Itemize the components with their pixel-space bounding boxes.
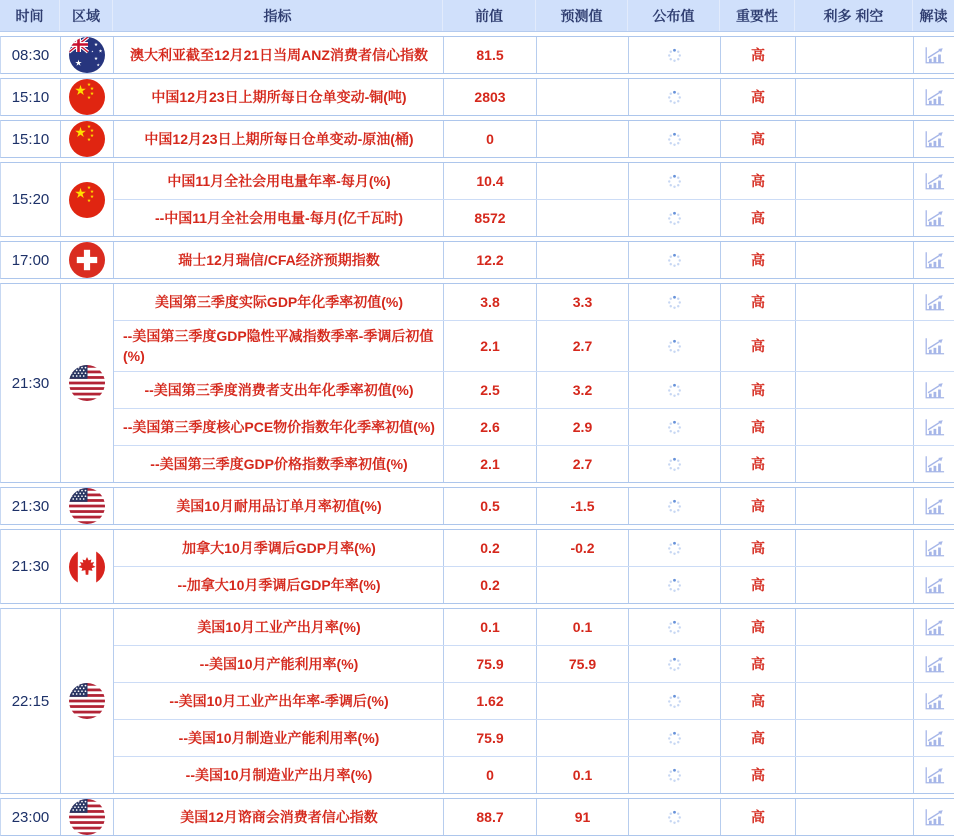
importance-badge: 高 bbox=[721, 720, 796, 756]
trend-chart-icon[interactable] bbox=[922, 86, 946, 108]
published-value-pending bbox=[629, 757, 721, 793]
flag-canada-icon bbox=[69, 549, 105, 585]
column-header-importance: 重要性 bbox=[720, 0, 795, 31]
bias-cell bbox=[796, 799, 914, 835]
region-flag-cell bbox=[61, 242, 114, 278]
event-row bbox=[114, 609, 954, 645]
previous-value: 12.2 bbox=[444, 242, 537, 278]
forecast-value: 75.9 bbox=[537, 646, 629, 682]
region-flag-cell bbox=[61, 163, 114, 236]
forecast-value bbox=[537, 720, 629, 756]
event-group bbox=[0, 608, 954, 794]
trend-chart-icon[interactable] bbox=[922, 764, 946, 786]
bias-cell bbox=[796, 409, 914, 445]
loading-spinner-icon bbox=[667, 174, 682, 189]
previous-value: 0 bbox=[444, 757, 537, 793]
event-time-cell bbox=[1, 37, 61, 73]
published-value-pending bbox=[629, 683, 721, 719]
event-group bbox=[0, 120, 954, 158]
column-header-interpret: 解读 bbox=[919, 7, 948, 24]
loading-spinner-icon bbox=[667, 810, 682, 825]
importance-badge: 高 bbox=[721, 242, 796, 278]
indicator-name[interactable]: --美国第三季度核心PCE物价指数年化季率初值(%) bbox=[114, 409, 444, 445]
published-value-pending bbox=[629, 372, 721, 408]
forecast-value: 0.1 bbox=[537, 757, 629, 793]
indicator-name[interactable]: --美国10月产能利用率(%) bbox=[114, 646, 444, 682]
loading-spinner-icon bbox=[667, 48, 682, 63]
forecast-value: 91 bbox=[537, 799, 629, 835]
previous-value: 0 bbox=[444, 121, 537, 157]
indicator-name[interactable]: --美国10月工业产出年率-季调后(%) bbox=[114, 683, 444, 719]
event-group bbox=[0, 78, 954, 116]
indicator-name[interactable]: 加拿大10月季调后GDP月率(%) bbox=[114, 530, 444, 566]
previous-value: 10.4 bbox=[444, 163, 537, 199]
event-rows bbox=[114, 488, 954, 524]
published-value-pending bbox=[629, 284, 721, 320]
bias-cell bbox=[796, 646, 914, 682]
loading-spinner-icon bbox=[667, 657, 682, 672]
event-time-cell bbox=[1, 242, 61, 278]
indicator-name[interactable]: 中国12月23日上期所每日仓单变动-铜(吨) bbox=[114, 79, 444, 115]
interpret-cell[interactable] bbox=[914, 372, 954, 408]
event-group bbox=[0, 162, 954, 237]
loading-spinner-icon bbox=[667, 383, 682, 398]
forecast-value: 2.7 bbox=[537, 321, 629, 371]
trend-chart-icon[interactable] bbox=[922, 727, 946, 749]
importance-badge: 高 bbox=[721, 446, 796, 482]
previous-value: 81.5 bbox=[444, 37, 537, 73]
loading-spinner-icon bbox=[667, 578, 682, 593]
published-value-pending bbox=[629, 646, 721, 682]
interpret-cell[interactable] bbox=[914, 121, 954, 157]
trend-chart-icon[interactable] bbox=[922, 128, 946, 150]
published-value-pending bbox=[629, 200, 721, 236]
indicator-name[interactable]: 澳大利亚截至12月21日当周ANZ消费者信心指数 bbox=[114, 37, 444, 73]
trend-chart-icon[interactable] bbox=[922, 574, 946, 596]
previous-value: 1.62 bbox=[444, 683, 537, 719]
bias-cell bbox=[796, 163, 914, 199]
importance-badge: 高 bbox=[721, 757, 796, 793]
previous-value: 88.7 bbox=[444, 799, 537, 835]
indicator-name[interactable]: --美国第三季度GDP隐性平减指数季率-季调后初值(%) bbox=[114, 321, 444, 371]
calendar-body bbox=[0, 36, 954, 836]
interpret-cell[interactable] bbox=[914, 488, 954, 524]
event-row bbox=[114, 799, 954, 835]
trend-chart-icon[interactable] bbox=[922, 690, 946, 712]
event-rows bbox=[114, 609, 954, 793]
indicator-name[interactable]: 美国12月谘商会消费者信心指数 bbox=[114, 799, 444, 835]
region-flag-cell bbox=[61, 799, 114, 835]
forecast-value bbox=[537, 567, 629, 603]
region-flag-cell bbox=[61, 609, 114, 793]
forecast-value bbox=[537, 163, 629, 199]
forecast-value bbox=[537, 242, 629, 278]
indicator-name[interactable]: --美国第三季度消费者支出年化季率初值(%) bbox=[114, 372, 444, 408]
flag-usa-icon bbox=[69, 488, 105, 524]
event-group bbox=[0, 36, 954, 74]
flag-china-icon bbox=[69, 121, 105, 157]
bias-cell bbox=[796, 121, 914, 157]
published-value-pending bbox=[629, 488, 721, 524]
importance-badge: 高 bbox=[721, 321, 796, 371]
interpret-cell[interactable] bbox=[914, 446, 954, 482]
interpret-cell[interactable] bbox=[914, 321, 954, 371]
previous-value: 75.9 bbox=[444, 646, 537, 682]
bias-cell bbox=[796, 321, 914, 371]
column-header-bias: 利多 利空 bbox=[795, 0, 913, 31]
flag-china-icon bbox=[69, 182, 105, 218]
event-row bbox=[114, 163, 954, 199]
flag-usa-icon bbox=[69, 365, 105, 401]
bias-cell bbox=[796, 242, 914, 278]
trend-chart-icon[interactable] bbox=[922, 416, 946, 438]
published-value-pending bbox=[629, 530, 721, 566]
event-rows bbox=[114, 242, 954, 278]
table-header bbox=[0, 0, 954, 32]
loading-spinner-icon bbox=[667, 541, 682, 556]
event-time: 17:00 bbox=[11, 251, 50, 269]
previous-value: 0.1 bbox=[444, 609, 537, 645]
event-time: 21:30 bbox=[11, 558, 50, 575]
importance-badge: 高 bbox=[721, 609, 796, 645]
forecast-value: 2.9 bbox=[537, 409, 629, 445]
bias-cell bbox=[796, 79, 914, 115]
bias-cell bbox=[796, 200, 914, 236]
previous-value: 3.8 bbox=[444, 284, 537, 320]
forecast-value bbox=[537, 121, 629, 157]
event-rows bbox=[114, 284, 954, 482]
flag-australia-icon bbox=[69, 37, 105, 73]
interpret-cell[interactable] bbox=[914, 79, 954, 115]
column-header-previous: 前值 bbox=[443, 0, 536, 31]
importance-badge: 高 bbox=[721, 37, 796, 73]
event-time-cell bbox=[1, 121, 61, 157]
interpret-cell[interactable] bbox=[914, 200, 954, 236]
trend-chart-icon[interactable] bbox=[922, 249, 946, 271]
indicator-name[interactable]: 瑞士12月瑞信/CFA经济预期指数 bbox=[114, 242, 444, 278]
importance-badge: 高 bbox=[721, 79, 796, 115]
bias-cell bbox=[796, 372, 914, 408]
event-row bbox=[114, 284, 954, 320]
previous-value: 0.2 bbox=[444, 530, 537, 566]
interpret-cell[interactable] bbox=[914, 409, 954, 445]
interpret-cell[interactable] bbox=[914, 530, 954, 566]
trend-chart-icon[interactable] bbox=[922, 44, 946, 66]
indicator-name[interactable]: --美国10月制造业产出月率(%) bbox=[114, 757, 444, 793]
previous-value: 0.2 bbox=[444, 567, 537, 603]
trend-chart-icon[interactable] bbox=[922, 170, 946, 192]
published-value-pending bbox=[629, 720, 721, 756]
previous-value: 2.6 bbox=[444, 409, 537, 445]
forecast-value bbox=[537, 37, 629, 73]
trend-chart-icon[interactable] bbox=[922, 207, 946, 229]
region-flag-cell bbox=[61, 488, 114, 524]
loading-spinner-icon bbox=[667, 620, 682, 635]
event-row bbox=[114, 408, 954, 445]
importance-badge: 高 bbox=[721, 121, 796, 157]
published-value-pending bbox=[629, 321, 721, 371]
bias-cell bbox=[796, 488, 914, 524]
event-time-cell bbox=[1, 530, 61, 603]
event-time-cell bbox=[1, 163, 61, 236]
forecast-value: 0.1 bbox=[537, 609, 629, 645]
previous-value: 2.1 bbox=[444, 321, 537, 371]
event-row bbox=[114, 320, 954, 371]
published-value-pending bbox=[629, 163, 721, 199]
event-time-cell bbox=[1, 609, 61, 793]
bias-cell bbox=[796, 37, 914, 73]
importance-badge: 高 bbox=[721, 530, 796, 566]
previous-value: 75.9 bbox=[444, 720, 537, 756]
event-rows bbox=[114, 163, 954, 236]
indicator-name[interactable]: 中国12月23日上期所每日仓单变动-原油(桶) bbox=[114, 121, 444, 157]
event-row bbox=[114, 566, 954, 603]
importance-badge: 高 bbox=[721, 284, 796, 320]
forecast-value: 2.7 bbox=[537, 446, 629, 482]
forecast-value bbox=[537, 79, 629, 115]
trend-chart-icon[interactable] bbox=[922, 653, 946, 675]
trend-chart-icon[interactable] bbox=[922, 379, 946, 401]
loading-spinner-icon bbox=[667, 768, 682, 783]
indicator-name[interactable]: --加拿大10月季调后GDP年率(%) bbox=[114, 567, 444, 603]
importance-badge: 高 bbox=[721, 799, 796, 835]
loading-spinner-icon bbox=[667, 499, 682, 514]
event-time-cell bbox=[1, 79, 61, 115]
interpret-cell[interactable] bbox=[914, 37, 954, 73]
importance-badge: 高 bbox=[721, 488, 796, 524]
loading-spinner-icon bbox=[667, 90, 682, 105]
interpret-cell[interactable] bbox=[914, 646, 954, 682]
importance-badge: 高 bbox=[721, 409, 796, 445]
forecast-value bbox=[537, 683, 629, 719]
bias-cell bbox=[796, 284, 914, 320]
event-time: 21:30 bbox=[11, 374, 50, 392]
event-group bbox=[0, 798, 954, 836]
event-time: 23:00 bbox=[11, 808, 50, 826]
loading-spinner-icon bbox=[667, 295, 682, 310]
event-rows bbox=[114, 121, 954, 157]
trend-chart-icon[interactable] bbox=[922, 537, 946, 559]
indicator-name[interactable]: --中国11月全社会用电量-每月(亿千瓦时) bbox=[114, 200, 444, 236]
published-value-pending bbox=[629, 567, 721, 603]
region-flag-cell bbox=[61, 121, 114, 157]
column-header-time: 时间 bbox=[0, 0, 60, 31]
interpret-cell[interactable] bbox=[914, 242, 954, 278]
event-row bbox=[114, 199, 954, 236]
forecast-value: -1.5 bbox=[537, 488, 629, 524]
event-row bbox=[114, 445, 954, 482]
event-row bbox=[114, 756, 954, 793]
event-row bbox=[114, 530, 954, 566]
loading-spinner-icon bbox=[667, 211, 682, 226]
published-value-pending bbox=[629, 79, 721, 115]
published-value-pending bbox=[629, 409, 721, 445]
forecast-value: 3.2 bbox=[537, 372, 629, 408]
event-rows bbox=[114, 799, 954, 835]
column-header-indicator: 指标 bbox=[113, 0, 443, 31]
forecast-value: 3.3 bbox=[537, 284, 629, 320]
event-row bbox=[114, 371, 954, 408]
event-row bbox=[114, 79, 954, 115]
event-time-cell bbox=[1, 284, 61, 482]
region-flag-cell bbox=[61, 284, 114, 482]
bias-cell bbox=[796, 609, 914, 645]
region-flag-cell bbox=[61, 79, 114, 115]
event-row bbox=[114, 645, 954, 682]
previous-value: 2.1 bbox=[444, 446, 537, 482]
event-row bbox=[114, 121, 954, 157]
indicator-name[interactable]: --美国10月制造业产能利用率(%) bbox=[114, 720, 444, 756]
interpret-cell[interactable] bbox=[914, 720, 954, 756]
event-time: 15:10 bbox=[11, 88, 50, 106]
forecast-value bbox=[537, 200, 629, 236]
event-row bbox=[114, 37, 954, 73]
event-row bbox=[114, 488, 954, 524]
event-time: 15:10 bbox=[11, 130, 50, 148]
importance-badge: 高 bbox=[721, 163, 796, 199]
published-value-pending bbox=[629, 446, 721, 482]
region-flag-cell bbox=[61, 37, 114, 73]
bias-cell bbox=[796, 683, 914, 719]
indicator-name[interactable]: 中国11月全社会用电量年率-每月(%) bbox=[114, 163, 444, 199]
event-rows bbox=[114, 37, 954, 73]
published-value-pending bbox=[629, 37, 721, 73]
bias-cell bbox=[796, 567, 914, 603]
bias-cell bbox=[796, 757, 914, 793]
previous-value: 8572 bbox=[444, 200, 537, 236]
loading-spinner-icon bbox=[667, 694, 682, 709]
interpret-cell[interactable] bbox=[914, 567, 954, 603]
loading-spinner-icon bbox=[667, 132, 682, 147]
interpret-cell[interactable] bbox=[914, 683, 954, 719]
event-time: 08:30 bbox=[11, 46, 50, 64]
event-row bbox=[114, 242, 954, 278]
interpret-cell[interactable] bbox=[914, 284, 954, 320]
column-header-published: 公布值 bbox=[628, 0, 720, 31]
flag-switzerland-icon bbox=[69, 242, 105, 278]
bias-cell bbox=[796, 720, 914, 756]
loading-spinner-icon bbox=[667, 420, 682, 435]
importance-badge: 高 bbox=[721, 683, 796, 719]
trend-chart-icon[interactable] bbox=[922, 291, 946, 313]
region-flag-cell bbox=[61, 530, 114, 603]
event-time-cell bbox=[1, 799, 61, 835]
column-header-region: 区域 bbox=[60, 0, 113, 31]
event-group bbox=[0, 487, 954, 525]
indicator-name[interactable]: 美国10月耐用品订单月率初值(%) bbox=[114, 488, 444, 524]
published-value-pending bbox=[629, 242, 721, 278]
interpret-cell[interactable] bbox=[914, 163, 954, 199]
interpret-cell[interactable] bbox=[914, 609, 954, 645]
event-row bbox=[114, 719, 954, 756]
event-time-cell bbox=[1, 488, 61, 524]
importance-badge: 高 bbox=[721, 646, 796, 682]
flag-usa-icon bbox=[69, 683, 105, 719]
published-value-pending bbox=[629, 799, 721, 835]
trend-chart-icon[interactable] bbox=[922, 335, 946, 357]
importance-badge: 高 bbox=[721, 372, 796, 408]
event-time: 22:15 bbox=[11, 692, 50, 710]
published-value-pending bbox=[629, 121, 721, 157]
trend-chart-icon[interactable] bbox=[922, 806, 946, 828]
event-rows bbox=[114, 530, 954, 603]
importance-badge: 高 bbox=[721, 567, 796, 603]
published-value-pending bbox=[629, 609, 721, 645]
previous-value: 2803 bbox=[444, 79, 537, 115]
trend-chart-icon[interactable] bbox=[922, 453, 946, 475]
flag-usa-icon bbox=[69, 799, 105, 835]
interpret-cell[interactable] bbox=[914, 799, 954, 835]
loading-spinner-icon bbox=[667, 253, 682, 268]
event-row bbox=[114, 682, 954, 719]
forecast-value: -0.2 bbox=[537, 530, 629, 566]
event-rows bbox=[114, 79, 954, 115]
event-time: 21:30 bbox=[11, 497, 50, 515]
previous-value: 0.5 bbox=[444, 488, 537, 524]
previous-value: 2.5 bbox=[444, 372, 537, 408]
loading-spinner-icon bbox=[667, 339, 682, 354]
loading-spinner-icon bbox=[667, 457, 682, 472]
event-group bbox=[0, 241, 954, 279]
indicator-name[interactable]: 美国第三季度实际GDP年化季率初值(%) bbox=[114, 284, 444, 320]
trend-chart-icon[interactable] bbox=[922, 616, 946, 638]
event-time: 15:20 bbox=[11, 191, 50, 208]
loading-spinner-icon bbox=[667, 731, 682, 746]
indicator-name[interactable]: 美国10月工业产出月率(%) bbox=[114, 609, 444, 645]
indicator-name[interactable]: --美国第三季度GDP价格指数季率初值(%) bbox=[114, 446, 444, 482]
interpret-cell[interactable] bbox=[914, 757, 954, 793]
trend-chart-icon[interactable] bbox=[922, 495, 946, 517]
column-header-forecast: 预测值 bbox=[536, 0, 628, 31]
event-group bbox=[0, 283, 954, 483]
bias-cell bbox=[796, 446, 914, 482]
flag-china-icon bbox=[69, 79, 105, 115]
importance-badge: 高 bbox=[721, 200, 796, 236]
bias-cell bbox=[796, 530, 914, 566]
event-group bbox=[0, 529, 954, 604]
